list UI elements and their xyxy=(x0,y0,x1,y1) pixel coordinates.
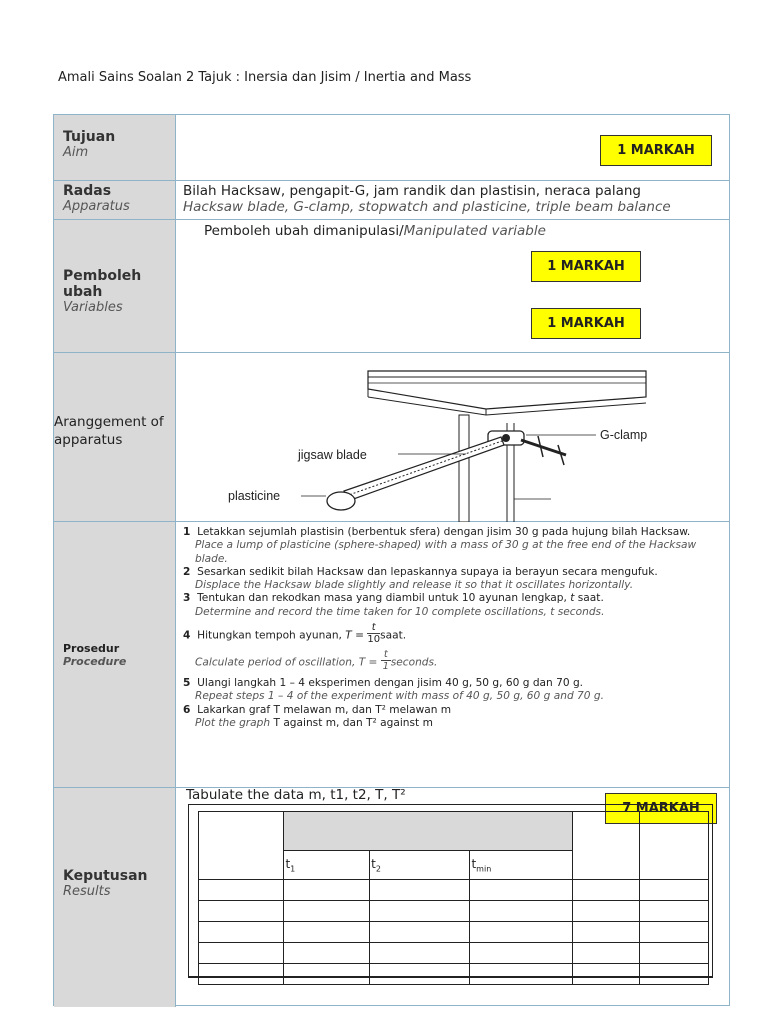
row-apparatus xyxy=(54,181,729,220)
results-label-en: Results xyxy=(63,884,111,899)
step-3-ms-a: Tentukan dan rekodkan masa yang diambil untuk 10 ayunan lengkap, xyxy=(197,592,571,605)
row-procedure xyxy=(54,522,729,788)
step-1-number: 1 xyxy=(183,526,191,538)
results-prompt: Tabulate the data m, t1, t2, T, T² xyxy=(186,787,406,803)
jigsaw-blade xyxy=(344,437,504,501)
step-5 xyxy=(183,677,719,704)
step-3-ms-b: saat. xyxy=(574,592,604,605)
step-2-ms: Sesarkan sedikit bilah Hacksaw dan lepaskannya supaya ia berayun secara mengufuk. xyxy=(197,565,658,578)
aim-content[interactable] xyxy=(176,115,729,180)
step-4-ms-b: saat. xyxy=(380,629,407,642)
cell-T2-header[interactable] xyxy=(640,812,709,880)
step-4-en-numerator: t xyxy=(381,649,391,661)
step-4-numerator: t xyxy=(367,622,380,634)
step-6-en-b: T against m, dan T² against m xyxy=(270,716,433,729)
arrangement-content xyxy=(176,353,729,521)
variables-content[interactable] xyxy=(176,220,729,352)
step-4-eq: T = xyxy=(345,629,364,642)
data-table-grid xyxy=(198,811,709,985)
table-row[interactable] xyxy=(199,943,709,964)
arrangement-label: Aranggement of apparatus xyxy=(54,414,164,448)
step-5-number: 5 xyxy=(183,677,191,690)
procedure-label-en: Procedure xyxy=(63,655,127,668)
apparatus-text-en: Hacksaw blade, G-clamp, stopwatch and plasticine, triple beam balance xyxy=(183,199,671,215)
step-5-en: Repeat steps 1 – 4 of the experiment with mass of 40 g, 50 g, 60 g and 70 g. xyxy=(195,690,604,703)
variables-label-cell xyxy=(54,220,176,352)
step-4-fraction xyxy=(367,622,380,645)
manipulated-variable-ms: Pemboleh ubah dimanipulasi/ xyxy=(204,223,404,239)
step-1-en: Place a lump of plasticine (sphere-shaped) with a mass of 30 g at the free end of the Hacksaw blade. xyxy=(195,539,697,565)
table-row[interactable] xyxy=(199,964,709,985)
apparatus-diagram xyxy=(176,353,731,522)
step-1-ms: Letakkan sejumlah plastisin (berbentuk sfera) dengan jisim 30 g pada hujung bilah Hacksaw. xyxy=(197,526,691,538)
step-5-ms: Ulangi langkah 1 – 4 eksperimen dengan jisim 40 g, 50 g, 60 g dan 70 g. xyxy=(197,677,584,690)
step-6-number: 6 xyxy=(183,703,191,716)
step-6-en-a: Plot the graph xyxy=(195,716,271,729)
variables-mark-badge-2: 1 MARKAH xyxy=(531,308,641,339)
step-1 xyxy=(183,526,719,566)
plasticine-label: plasticine xyxy=(228,489,281,503)
step-6-ms: Lakarkan graf T melawan m, dan T² melawan m xyxy=(197,703,452,716)
table-header-row-1 xyxy=(199,812,709,851)
step-4-denominator: 10 xyxy=(367,634,381,646)
step-4-ms-a: Hitungkan tempoh ayunan, xyxy=(197,629,346,642)
col-t2-header: $t_2$ xyxy=(370,851,470,880)
arrangement-label-cell xyxy=(54,353,176,521)
aim-label-cell xyxy=(54,115,176,180)
col-t1-header: $t_1$ xyxy=(284,851,370,880)
plasticine-ball xyxy=(327,492,355,510)
variables-mark-badge-1: 1 MARKAH xyxy=(531,251,641,282)
results-label: Keputusan xyxy=(63,868,148,884)
jigsaw-blade-label: jigsaw blade xyxy=(298,448,367,462)
manipulated-variable-en: Manipulated variable xyxy=(403,223,546,239)
step-3-en: Determine and record the time taken for 10 complete oscillations, t seconds. xyxy=(195,605,605,618)
row-aim xyxy=(54,115,729,181)
aim-mark-badge: 1 MARKAH xyxy=(600,135,712,166)
step-6 xyxy=(183,704,719,731)
aim-label: Tujuan xyxy=(63,129,116,145)
step-4-en-eq: T = xyxy=(358,656,378,669)
step-2 xyxy=(183,566,719,593)
procedure-label: Prosedur xyxy=(63,642,120,655)
table-row[interactable] xyxy=(199,901,709,922)
apparatus-label: Radas xyxy=(63,183,112,199)
page-title: Amali Sains Soalan 2 Tajuk : Inersia dan Jisim / Inertia and Mass xyxy=(58,70,472,85)
row-arrangement xyxy=(54,353,729,522)
data-table xyxy=(198,811,709,985)
variables-label-en: Variables xyxy=(63,300,123,315)
apparatus-label-cell xyxy=(54,181,176,219)
results-label-cell xyxy=(54,788,176,1007)
step-4-en-a: Calculate period of oscillation, xyxy=(195,656,359,669)
cell-m-header[interactable] xyxy=(199,812,284,880)
step-3 xyxy=(183,592,719,619)
step-2-number: 2 xyxy=(183,565,191,578)
results-mark-badge: 7 MARKAH xyxy=(605,793,717,824)
table-row[interactable] xyxy=(199,880,709,901)
step-4-en-b: seconds. xyxy=(390,656,438,669)
procedure-content xyxy=(176,522,729,787)
step-4-en-line xyxy=(183,651,719,674)
row-variables xyxy=(54,220,729,353)
table-leg xyxy=(459,415,469,522)
step-4-en-fraction xyxy=(381,649,391,672)
apparatus-content xyxy=(176,181,729,219)
step-4-number: 4 xyxy=(183,629,191,642)
aim-label-en: Aim xyxy=(63,145,89,160)
col-tmin-header: $t_{min}$ xyxy=(470,851,573,880)
variables-label: Pemboleh ubah xyxy=(63,268,142,300)
apparatus-label-en: Apparatus xyxy=(63,199,130,214)
step-2-en: Displace the Hacksaw blade slightly and release it so that it oscillates horizontally. xyxy=(195,579,634,592)
procedure-label-cell xyxy=(54,522,176,787)
step-4-en-denominator: 1 xyxy=(382,661,389,673)
step-3-number: 3 xyxy=(183,592,191,605)
table-row[interactable] xyxy=(199,922,709,943)
cell-T-header[interactable] xyxy=(572,812,639,880)
step-3-var: t xyxy=(570,592,575,605)
step-6-en-line xyxy=(183,717,719,730)
apparatus-text-ms: Bilah Hacksaw, pengapit-G, jam randik dan plastisin, neraca palang xyxy=(183,183,641,199)
step-4 xyxy=(183,624,719,674)
cell-time-header[interactable] xyxy=(284,812,573,851)
g-clamp-label: G-clamp xyxy=(600,428,648,442)
